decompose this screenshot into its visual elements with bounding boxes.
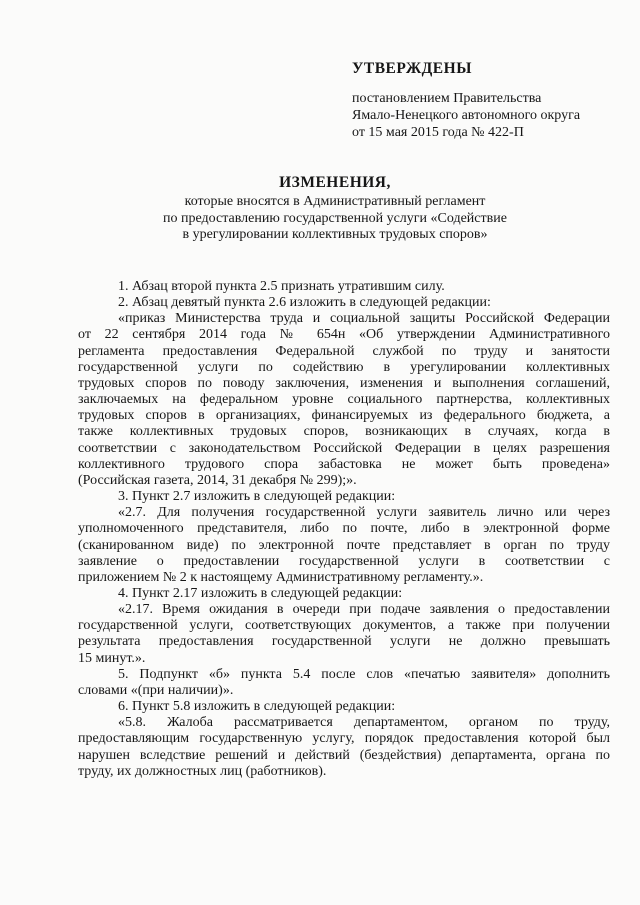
paragraph-item-6 bbox=[78, 699, 610, 715]
text-line: трудовых споров в организациях, финансируемых из федерального бюджета, а bbox=[78, 408, 610, 424]
paragraph-item-2 bbox=[78, 295, 610, 311]
text-line: государственной услуги по содействию в урегулировании коллективных bbox=[78, 359, 610, 375]
approval-line: от 15 мая 2015 года № 422-П bbox=[352, 125, 524, 140]
text-line: «2.17. Время ожидания в очереди при подаче заявления о предоставлении bbox=[118, 602, 610, 618]
text-line: приложением № 2 к настоящему Административному регламенту.». bbox=[78, 569, 484, 585]
text-line: 5. Подпункт «б» пункта 5.4 после слов «печатью заявителя» дополнить bbox=[118, 666, 610, 682]
text-line: 2. Абзац девятый пункта 2.6 изложить в следующей редакции: bbox=[118, 295, 491, 311]
paragraph-quote-2-17 bbox=[78, 602, 610, 667]
text-line: (Российская газета, 2014, 31 декабря № 299);». bbox=[78, 472, 357, 488]
text-line: коллективного трудового спора забастовка не может быть проведена» bbox=[78, 456, 610, 472]
paragraph-item-5 bbox=[78, 667, 610, 699]
document-subtitle-line: по предоставлению государственной услуги «Содействие bbox=[163, 210, 507, 226]
text-line: заявление о предоставлении государственной услуги в соответствии с bbox=[78, 553, 610, 569]
text-line: 6. Пункт 5.8 изложить в следующей редакции: bbox=[118, 699, 396, 715]
text-line: 3. Пункт 2.7 изложить в следующей редакции: bbox=[118, 489, 396, 505]
paragraph-item-4 bbox=[78, 586, 610, 602]
paragraph-quote-order bbox=[78, 311, 610, 489]
text-line: (сканированном виде) по электронной почте представляет в орган по труду bbox=[78, 537, 610, 553]
text-line: также коллективных трудовых споров, возникающих в случаях, когда в bbox=[78, 424, 610, 440]
document-title: ИЗМЕНЕНИЯ, bbox=[279, 174, 391, 191]
text-line: результата предоставления государственной услуги не должно превышать bbox=[78, 634, 610, 650]
approval-stamp bbox=[352, 60, 612, 141]
text-line: 1. Абзац второй пункта 2.5 признать утратившим силу. bbox=[118, 279, 445, 294]
text-line: 15 минут.». bbox=[78, 650, 146, 666]
paragraph-item-3 bbox=[78, 489, 610, 505]
approval-line: постановлением Правительства bbox=[352, 91, 542, 106]
document-body bbox=[78, 279, 610, 780]
paragraph-item-1 bbox=[78, 279, 610, 295]
text-line: «5.8. Жалоба рассматривается департаментом, органом по труду, bbox=[118, 715, 610, 731]
document-title-block bbox=[70, 174, 600, 244]
text-line: уполномоченного представителя, либо по почте, либо в электронной форме bbox=[78, 521, 610, 537]
approval-line: Ямало-Ненецкого автономного округа bbox=[352, 108, 581, 123]
text-line: труду, их должностных лиц (работников). bbox=[78, 763, 327, 779]
text-line: нарушен вследствие решений и действий (бездействия) департамента, органа по bbox=[78, 747, 610, 763]
approval-heading: УТВЕРЖДЕНЫ bbox=[352, 60, 472, 77]
text-line: заключаемых на федеральном уровне социального партнерства, коллективных bbox=[78, 392, 610, 408]
text-line: «приказ Министерства труда и социальной защиты Российской Федерации bbox=[118, 311, 610, 327]
text-line: 4. Пункт 2.17 изложить в следующей редакции: bbox=[118, 585, 403, 601]
paragraph-quote-5-8 bbox=[78, 715, 610, 780]
text-line: от 22 сентября 2014 года № 654н «Об утверждении Административного bbox=[78, 327, 610, 343]
text-line: предоставляющим государственную услугу, порядок предоставления которой был bbox=[78, 731, 610, 747]
text-line: трудовых споров по поводу заключения, изменения и выполнения соглашений, bbox=[78, 375, 610, 391]
text-line: соответствии с законодательством Российской Федерации в целях разрешения bbox=[78, 440, 610, 456]
text-line: словами «(при наличии)». bbox=[78, 682, 234, 698]
text-line: «2.7. Для получения государственной услуги заявитель лично или через bbox=[118, 505, 610, 521]
paragraph-quote-2-7 bbox=[78, 505, 610, 586]
document-subtitle-line: которые вносятся в Административный регламент bbox=[184, 194, 486, 209]
text-line: регламента предоставления Федеральной службой по труду и занятости bbox=[78, 343, 610, 359]
document-subtitle-line: в урегулировании коллективных трудовых споров» bbox=[182, 227, 488, 242]
text-line: государственной услуги, соответствующих документов, а также при получении bbox=[78, 618, 610, 634]
